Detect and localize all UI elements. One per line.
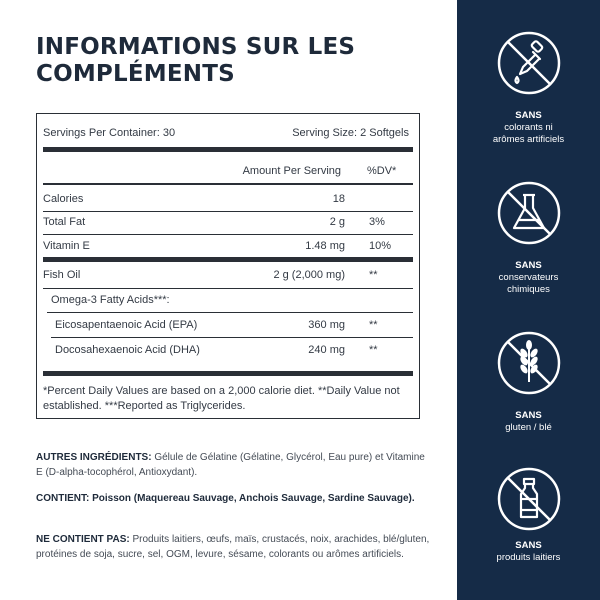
badge-line-1: gluten / blé [505, 422, 552, 433]
serving-size: Serving Size: 2 Softgels [292, 127, 409, 139]
badge-title: SANS [515, 110, 542, 121]
nutrient-dv: ** [369, 269, 378, 281]
not-contains-label: NE CONTIENT PAS: [36, 534, 130, 545]
footnote: *Percent Daily Values are based on a 2,000 calorie diet. **Daily Value not established. ***Reported as Triglycerides. [43, 385, 400, 412]
badge-line-2: arômes artificiels [492, 134, 565, 145]
servings-per-container: Servings Per Container: 30 [43, 127, 176, 139]
no-dropper-icon [496, 30, 562, 96]
divider-thick [43, 371, 413, 376]
nutrient-dv: ** [369, 319, 378, 331]
page-title [36, 34, 436, 88]
divider-thin [47, 312, 413, 313]
nutrient-name: Docosahexaenoic Acid (DHA) [55, 344, 200, 356]
page-title-line-2: COMPLÉMENTS [36, 61, 235, 87]
no-milk-bottle-icon [496, 466, 562, 532]
divider-thin [43, 211, 413, 212]
supplement-facts-table [36, 113, 420, 419]
nutrient-dv: ** [369, 344, 378, 356]
contains [36, 491, 432, 506]
nutrient-amount: 240 mg [308, 344, 345, 356]
nutrient-amount: 2 g (2,000 mg) [273, 269, 345, 281]
badge-no-dairy [457, 466, 600, 564]
badge-line-2: chimiques [507, 284, 550, 295]
badge-title: SANS [515, 260, 542, 271]
badge-no-gluten [457, 330, 600, 434]
badge-no-preservatives [457, 180, 600, 296]
nutrient-dv: 3% [369, 216, 385, 228]
divider-thin [51, 337, 413, 338]
divider-thin [43, 288, 413, 289]
other-ingredients [36, 450, 432, 480]
badge-title: SANS [515, 540, 542, 551]
page-title-line-1: INFORMATIONS SUR LES [36, 34, 356, 60]
no-wheat-icon [496, 330, 562, 396]
other-ingredients-label: AUTRES INGRÉDIENTS: [36, 452, 152, 463]
nutrient-name: Omega-3 Fatty Acids***: [51, 294, 170, 306]
badge-title: SANS [515, 410, 542, 421]
divider-medium [43, 183, 413, 185]
nutrient-amount: 2 g [329, 216, 345, 228]
no-flask-icon [496, 180, 562, 246]
nutrient-dv: 10% [369, 240, 392, 252]
nutrient-amount: 360 mg [308, 319, 345, 331]
nutrient-amount: 18 [332, 193, 345, 205]
divider-thin [43, 234, 413, 235]
other-ingredients-text: Gélule de Gélatine (Gélatine, Glycérol, Eau pure) et Vitamine E (D-alpha-tocophérol, Antioxydant). [36, 452, 425, 478]
nutrient-name: Total Fat [43, 216, 86, 228]
nutrient-name: Calories [43, 193, 84, 205]
header-dv: %DV* [367, 165, 397, 177]
badge-no-artificial-colors [457, 30, 600, 146]
divider-thick [43, 257, 413, 262]
contains-text: Poisson (Maquereau Sauvage, Anchois Sauvage, Sardine Sauvage). [92, 493, 415, 504]
badge-line-1: colorants ni [504, 122, 553, 133]
not-contains-text: Produits laitiers, œufs, maïs, crustacés, noix, arachides, blé/gluten, protéines de soja, sucre, sel, OGM, levure, sésame, colorants ou arômes artificiels. [36, 534, 430, 560]
nutrient-amount: 1.48 mg [305, 240, 345, 252]
nutrient-name: Eicosapentaenoic Acid (EPA) [55, 319, 198, 331]
divider-thick [43, 147, 413, 152]
badge-sidebar [457, 0, 600, 600]
badge-line-1: produits laitiers [496, 552, 561, 563]
nutrient-name: Vitamin E [43, 240, 90, 252]
nutrient-name: Fish Oil [43, 269, 81, 281]
header-amount: Amount Per Serving [242, 165, 341, 177]
not-contains [36, 532, 432, 562]
badge-line-1: conservateurs [498, 272, 559, 283]
contains-label: CONTIENT: [36, 493, 90, 504]
